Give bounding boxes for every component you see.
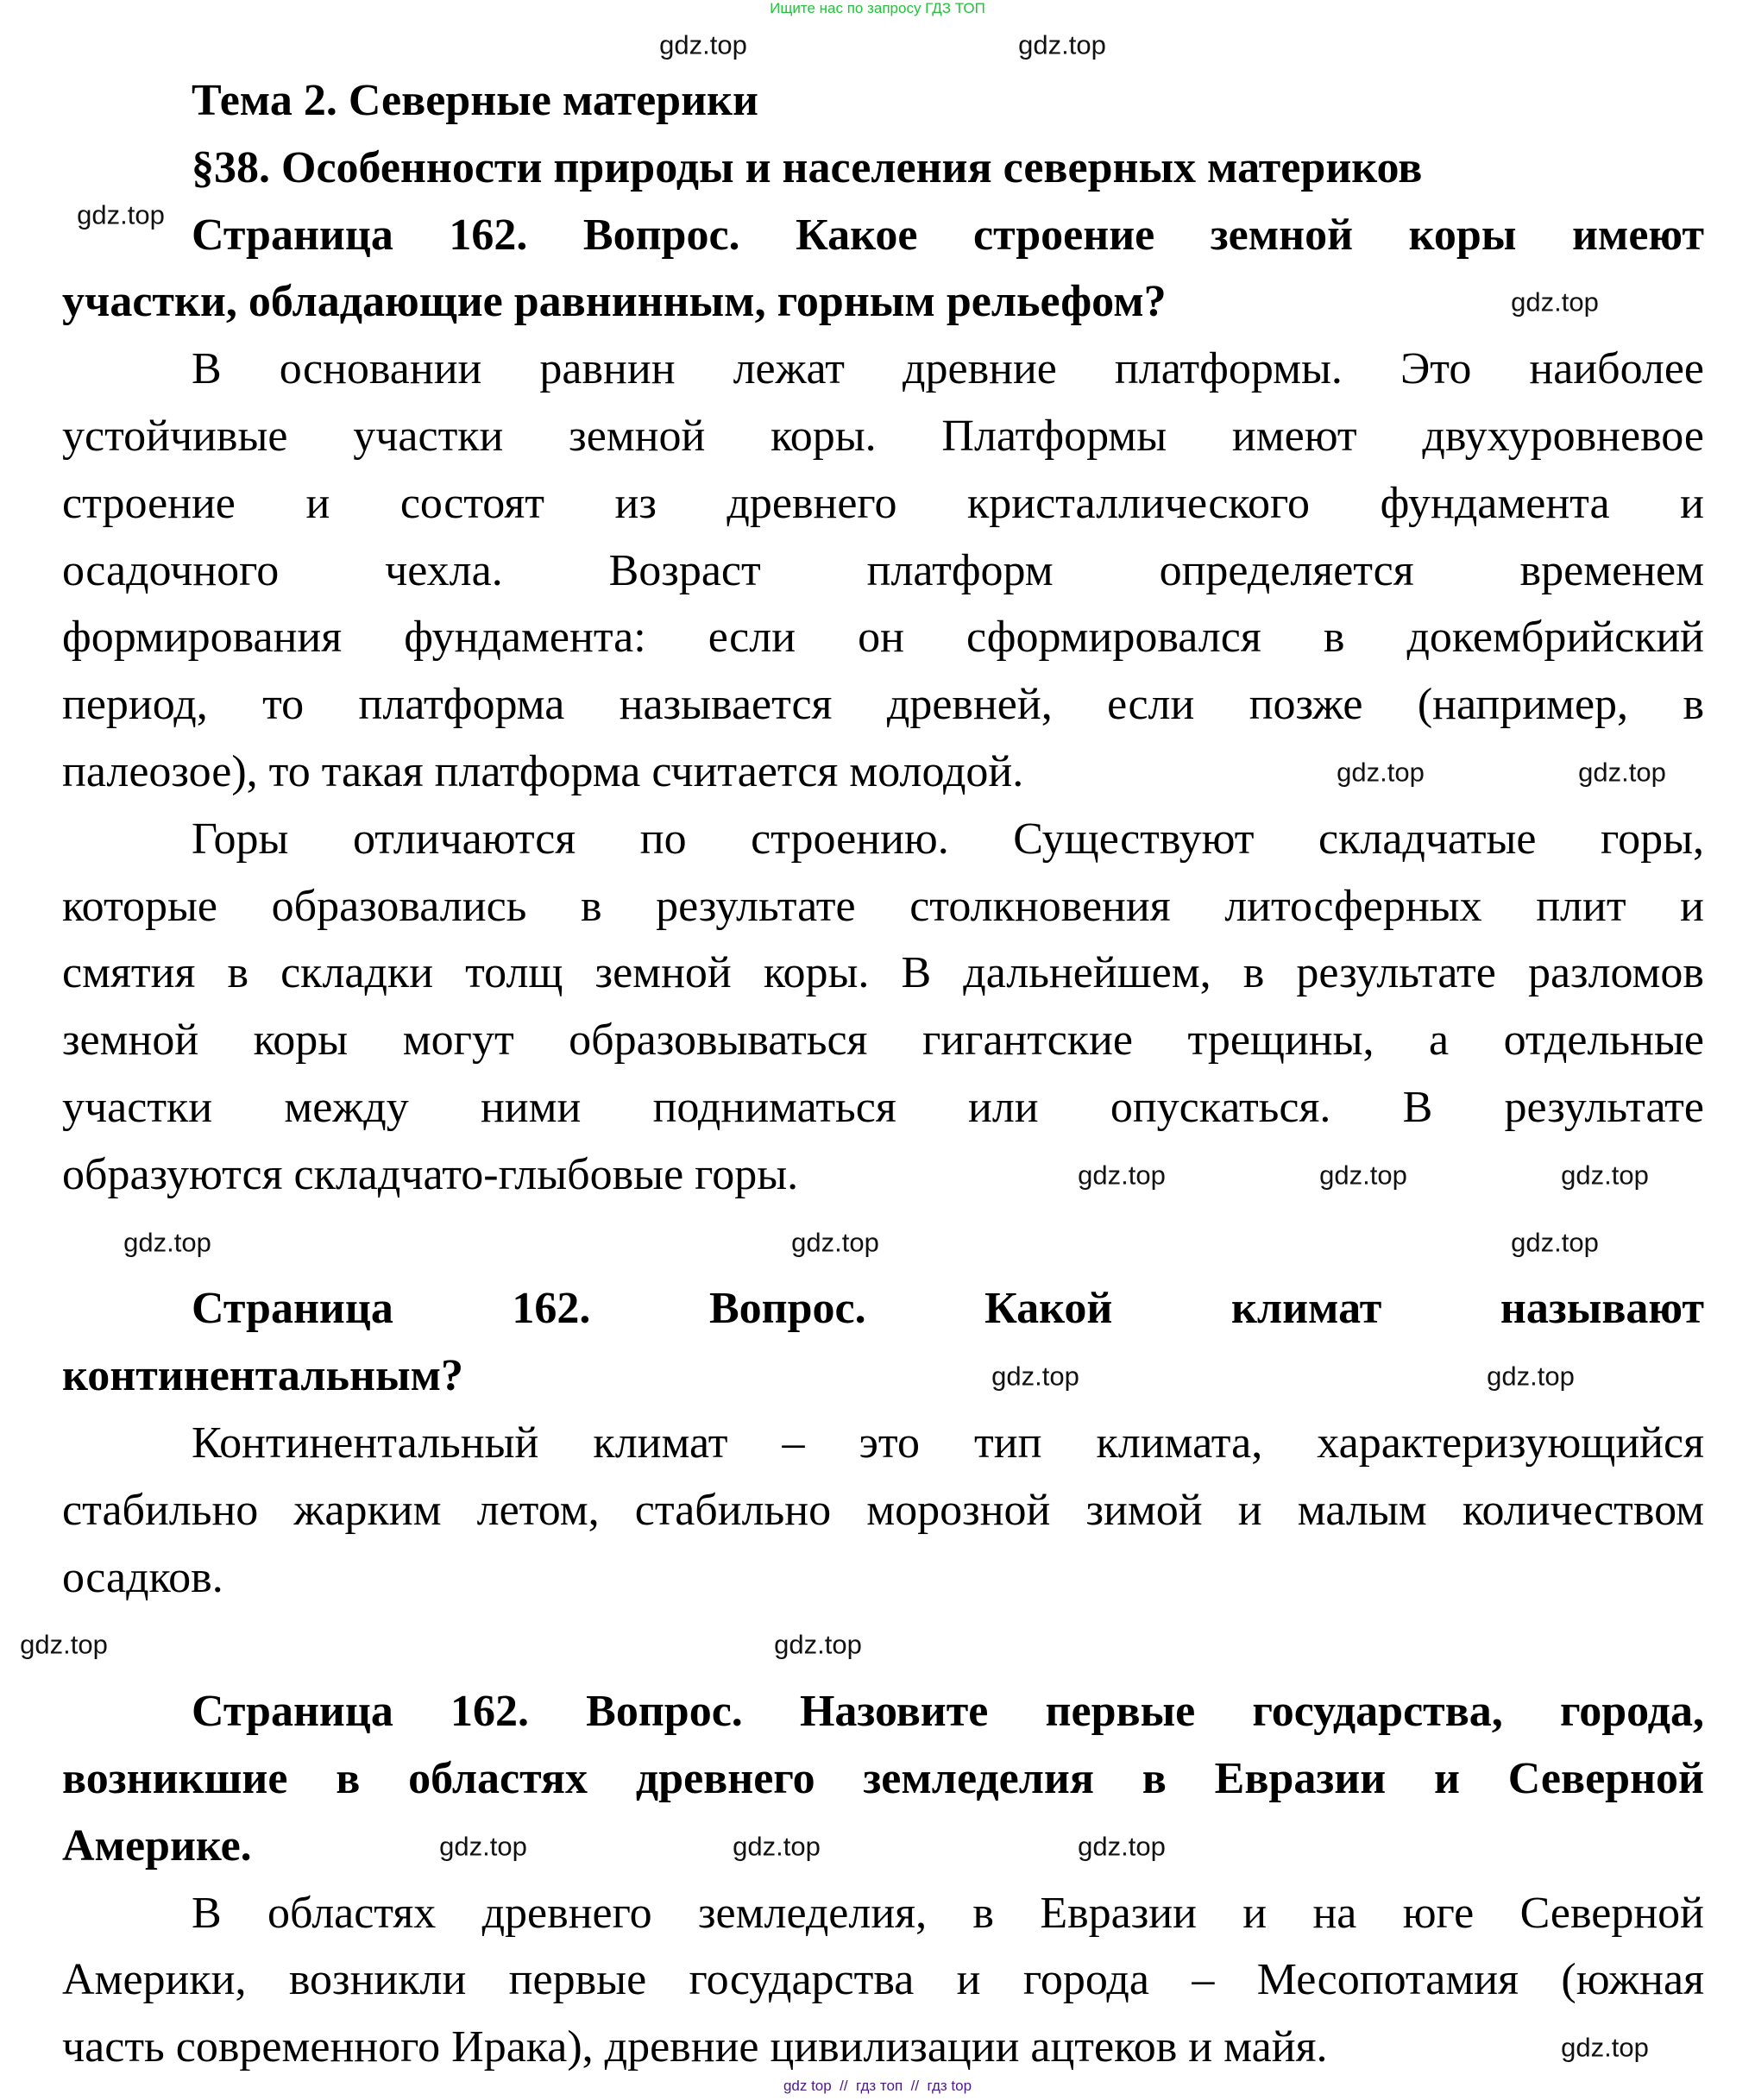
- text-line: устойчивые участки земной коры. Платформы имеют двухуровневое: [62, 411, 1704, 461]
- text-line: Континентальный климат – это тип климата, характеризующийся: [192, 1418, 1704, 1468]
- text-line: формирования фундамента: если он сформировался в докембрийский: [62, 613, 1704, 663]
- watermark: gdz.top: [1511, 1227, 1599, 1258]
- watermark: gdz.top: [1561, 2032, 1649, 2063]
- text-line: Америки, возникли первые государства и города – Месопотамия (южная: [62, 1955, 1704, 2005]
- question-heading: Страница 162. Вопрос. Назовите первые государства, города,: [192, 1687, 1704, 1737]
- watermark: gdz.top: [1319, 1160, 1407, 1191]
- watermark: gdz.top: [123, 1227, 211, 1258]
- section-heading: §38. Особенности природы и населения северных материков: [192, 142, 1423, 192]
- watermark: gdz.top: [991, 1361, 1079, 1392]
- watermark: gdz.top: [1578, 757, 1666, 788]
- text-line: стабильно жарким летом, стабильно морозной зимой и малым количеством: [62, 1485, 1704, 1535]
- watermark: gdz.top: [733, 1831, 821, 1862]
- watermark: gdz.top: [1487, 1361, 1575, 1392]
- text-line: осадков.: [62, 1552, 223, 1602]
- watermark: gdz.top: [1337, 757, 1425, 788]
- watermark: gdz.top: [1018, 29, 1106, 60]
- watermark: gdz.top: [77, 199, 165, 230]
- watermark: gdz.top: [774, 1629, 862, 1660]
- question-heading: участки, обладающие равнинным, горным рельефом?: [62, 277, 1167, 327]
- text-line: участки между ними подниматься или опускаться. В результате: [62, 1082, 1704, 1132]
- watermark: gdz.top: [1078, 1160, 1166, 1191]
- footer-links: gdz top // гдз топ // гдз top: [783, 2078, 972, 2094]
- text-line: земной коры могут образовываться гигантские трещины, а отдельные: [62, 1015, 1704, 1066]
- watermark: gdz.top: [1511, 286, 1599, 318]
- watermark: gdz.top: [20, 1629, 108, 1660]
- text-line: В областях древнего земледелия, в Евразии и на юге Северной: [192, 1888, 1704, 1938]
- question-heading: Страница 162. Вопрос. Какое строение земной коры имеют: [192, 210, 1704, 260]
- watermark: gdz.top: [439, 1831, 527, 1862]
- question-heading: возникшие в областях древнего земледелия в Евразии и Северной: [62, 1753, 1704, 1803]
- watermark: gdz.top: [1561, 1160, 1649, 1191]
- blank-line: [62, 1209, 1704, 1276]
- search-banner: Ищите нас по запросу ГДЗ ТОП: [770, 0, 985, 16]
- question-heading: Страница 162. Вопрос. Какой климат называют: [192, 1284, 1704, 1334]
- text-line: период, то платформа называется древней, если позже (например, в: [62, 680, 1704, 730]
- text-line: Горы отличаются по строению. Существуют складчатые горы,: [192, 814, 1704, 864]
- document-body: [62, 67, 1704, 2081]
- topic-heading: Тема 2. Северные материки: [192, 76, 758, 125]
- watermark: gdz.top: [659, 29, 747, 60]
- text-line: смятия в складки толщ земной коры. В дальнейшем, в результате разломов: [62, 948, 1704, 998]
- watermark: gdz.top: [791, 1227, 879, 1258]
- watermark: gdz.top: [1078, 1831, 1166, 1862]
- blank-line: [62, 1611, 1704, 1678]
- question-heading: континентальным?: [62, 1351, 464, 1401]
- text-line: строение и состоят из древнего кристаллического фундамента и: [62, 478, 1704, 528]
- text-line: образуются складчато-глыбовые горы.: [62, 1149, 799, 1199]
- text-line: которые образовались в результате столкновения литосферных плит и: [62, 881, 1704, 931]
- text-line: часть современного Ирака), древние цивилизации ацтеков и майя.: [62, 2022, 1328, 2072]
- text-line: осадочного чехла. Возраст платформ определяется временем: [62, 545, 1704, 595]
- question-heading: Америке.: [62, 1820, 252, 1871]
- text-line: палеозое), то такая платформа считается молодой.: [62, 746, 1024, 796]
- text-line: В основании равнин лежат древние платформы. Это наиболее: [192, 344, 1704, 394]
